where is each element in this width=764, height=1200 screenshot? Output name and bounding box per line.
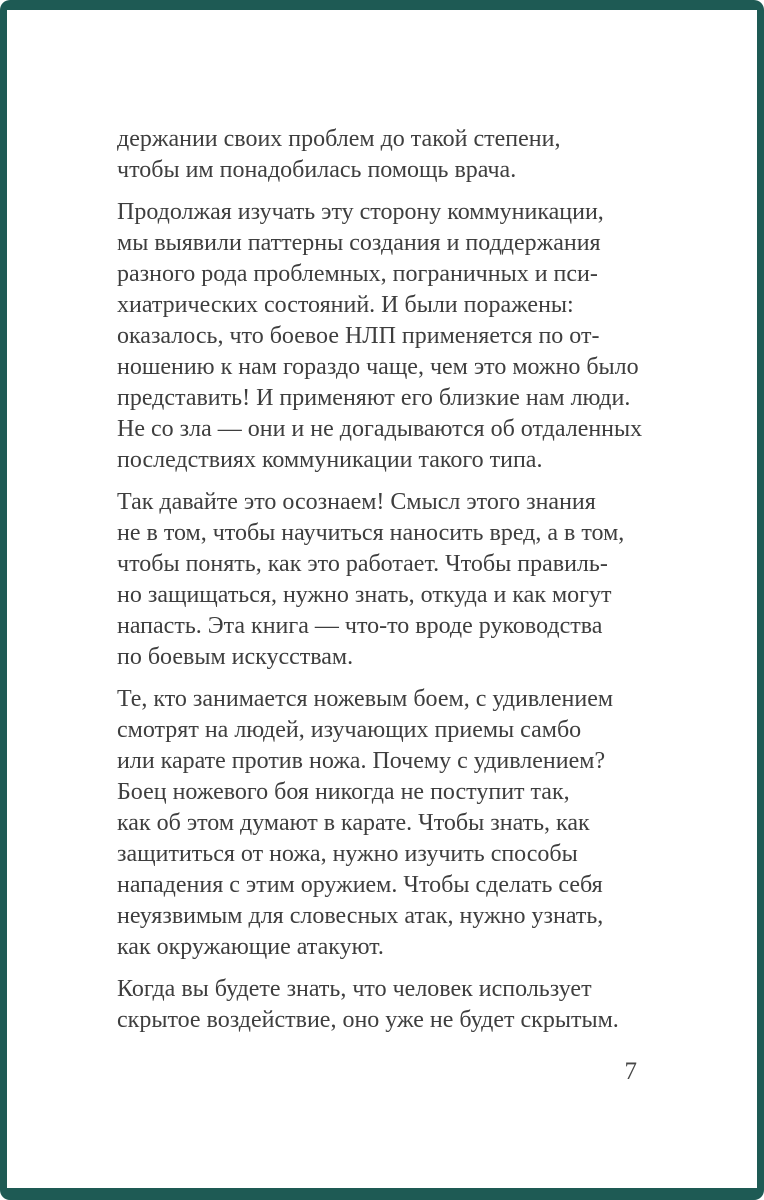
text-line: или карате против ножа. Почему с удивлением?: [117, 748, 606, 774]
text-line: представить! И применяют его близкие нам люди.: [117, 385, 631, 411]
text-line: оказалось, что боевое НЛП применяется по от-: [117, 323, 600, 349]
text-line: Продолжая изучать эту сторону коммуникации,: [117, 199, 604, 225]
text-line: Боец ножевого боя никогда не поступит так,: [117, 779, 570, 805]
paragraph: [117, 197, 647, 476]
paragraph: [117, 124, 647, 186]
text-line: разного рода проблемных, пограничных и пси-: [117, 261, 598, 287]
text-line: Не со зла — они и не догадываются об отдаленных: [117, 416, 643, 442]
text-line: как об этом думают в карате. Чтобы знать, как: [117, 810, 590, 836]
text-line: хиатрических состояний. И были поражены:: [117, 292, 574, 318]
text-line: последствиях коммуникации такого типа.: [117, 447, 543, 473]
text-line: Те, кто занимается ножевым боем, с удивлением: [117, 686, 614, 712]
text-line: как окружающие атакуют.: [117, 934, 384, 960]
text-line: нападения с этим оружием. Чтобы сделать себя: [117, 872, 603, 898]
text-line: но защищаться, нужно знать, откуда и как могут: [117, 582, 612, 608]
paragraph: [117, 684, 647, 963]
text-line: скрытое воздействие, оно уже не будет скрытым.: [117, 1007, 619, 1033]
text-line: чтобы им понадобилась помощь врача.: [117, 157, 517, 183]
text-line: чтобы понять, как это работает. Чтобы правиль-: [117, 551, 608, 577]
text-line: ношению к нам гораздо чаще, чем это можно было: [117, 354, 639, 380]
text-line: защититься от ножа, нужно изучить способы: [117, 841, 578, 867]
text-line: держании своих проблем до такой степени,: [117, 126, 561, 152]
page-number: 7: [624, 1058, 637, 1085]
paragraph: [117, 974, 647, 1036]
text-line: смотрят на людей, изучающих приемы самбо: [117, 717, 582, 743]
text-line: Когда вы будете знать, что человек использует: [117, 976, 592, 1002]
text-line: Так давайте это осознаем! Смысл этого знания: [117, 489, 596, 515]
text-line: мы выявили паттерны создания и поддержания: [117, 230, 601, 256]
text-line: неуязвимым для словесных атак, нужно узнать,: [117, 903, 604, 929]
page-text: [117, 124, 647, 1047]
text-line: по боевым искусствам.: [117, 644, 354, 670]
paragraph: [117, 487, 647, 673]
text-line: не в том, чтобы научиться наносить вред, а в том,: [117, 520, 625, 546]
text-line: напасть. Эта книга — что-то вроде руководства: [117, 613, 603, 639]
